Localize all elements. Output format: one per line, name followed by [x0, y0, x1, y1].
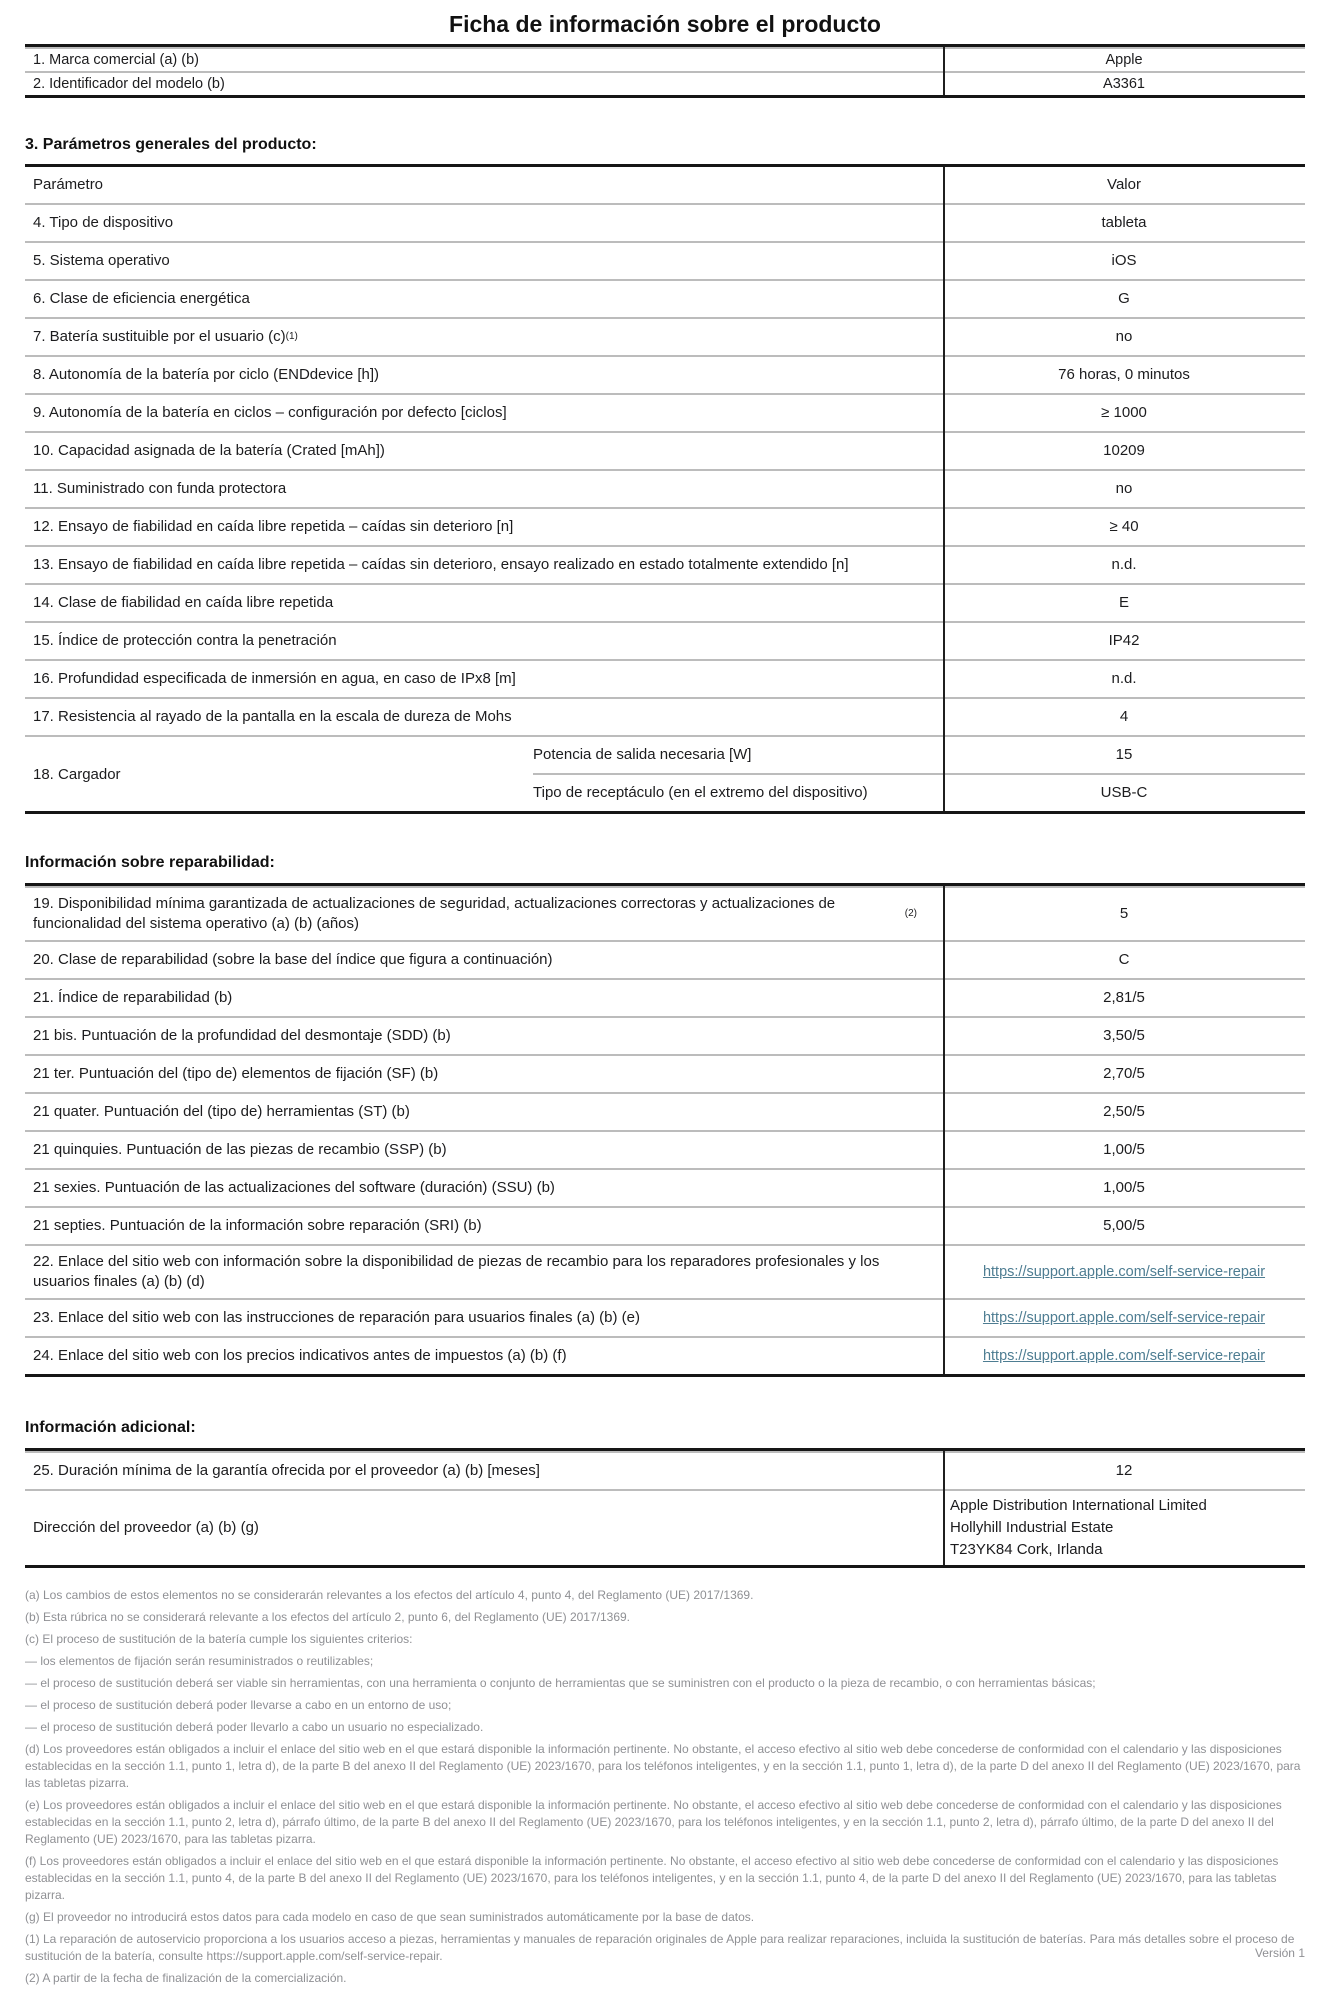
table-row [25, 621, 1305, 659]
row-label: 19. Disponibilidad mínima garantizada de actualizaciones de seguridad, actualizaciones correctoras y actualizaciones de funcionalidad del sistema operativo (a) (b) (años) (2) [33, 895, 917, 932]
charger-label: 18. Cargador [33, 765, 121, 783]
row-value [943, 1300, 1305, 1336]
repair-link[interactable]: https://support.apple.com/self-service-repair [982, 1264, 1266, 1280]
row-label: 22. Enlace del sitio web con información sobre la disponibilidad de piezas de recambio para los reparadores profesionales y los usuarios finales (a) (b) (d) [33, 1253, 880, 1290]
table-row [25, 241, 1305, 279]
table-row [25, 1168, 1305, 1206]
row-value: 1,00/5 [1103, 1141, 1145, 1158]
row-value: tableta [1101, 214, 1147, 231]
table-row [25, 393, 1305, 431]
table-row [25, 1298, 1305, 1336]
table-row [25, 431, 1305, 469]
table-row [25, 1092, 1305, 1130]
row-value: 2,70/5 [1103, 1065, 1145, 1082]
row-label: 21 ter. Puntuación del (tipo de) elementos de fijación (SF) (b) [33, 1065, 439, 1082]
identification-table [25, 44, 1305, 98]
product-info-sheet [25, 0, 1305, 1992]
row-label: 21 bis. Puntuación de la profundidad del desmontaje (SDD) (b) [33, 1027, 451, 1044]
row-value: no [1115, 480, 1133, 497]
row-value: G [1118, 290, 1130, 307]
row-value: A3361 [1103, 76, 1145, 92]
row-value: n.d. [1111, 670, 1137, 687]
address-lines [950, 1495, 1207, 1561]
row-value: USB-C [1100, 784, 1148, 801]
repair-link[interactable]: https://support.apple.com/self-service-repair [982, 1310, 1266, 1326]
row-label: Dirección del proveedor (a) (b) (g) [33, 1519, 259, 1536]
table-row [25, 886, 1305, 940]
table-row [25, 1206, 1305, 1244]
additional-info-table [25, 1448, 1305, 1568]
row-label: 24. Enlace del sitio web con los precios indicativos antes de impuestos (a) (b) (f) [33, 1347, 567, 1364]
row-label: 13. Ensayo de fiabilidad en caída libre repetida – caídas sin deterioro, ensayo realizado en estado totalmente extendido [n] [33, 556, 849, 573]
footnote: (e) Los proveedores están obligados a incluir el enlace del sitio web en el que estará disponible la información pertinente. No obstante, el acceso efectivo al sitio web debe concederse de conformidad con el calendario y las disposiciones establecidas en la sección 1.1, punto 2, letra d), párrafo último, de la parte B del anexo II del Reglamento (UE) 2023/1670, para los teléfonos inteligentes, y en la sección 1.1, punto 2, letra d), párrafo último, de la parte D del anexo II del Reglamento (UE) 2023/1670, para las tabletas pizarra. [25, 1798, 1282, 1846]
table-row [25, 1054, 1305, 1092]
address-line: Apple Distribution International Limited [950, 1497, 1207, 1514]
row-value: ≥ 1000 [1101, 404, 1147, 421]
row-value: 15 [1115, 746, 1133, 763]
row-label: 25. Duración mínima de la garantía ofrecida por el proveedor (a) (b) [meses] [33, 1462, 540, 1479]
row-value: 12 [1115, 1462, 1133, 1479]
row-label: 14. Clase de fiabilidad en caída libre repetida [33, 594, 334, 611]
row-value: Apple [1105, 52, 1143, 68]
row-label: 15. Índice de protección contra la penetración [33, 632, 337, 649]
general-parameters-table-body [25, 203, 1305, 811]
charger-subrow [533, 773, 1305, 811]
charger-row [25, 735, 1305, 811]
row-label: 20. Clase de reparabilidad (sobre la base del índice que figura a continuación) [33, 951, 553, 968]
table-row [25, 1244, 1305, 1298]
table-row [25, 545, 1305, 583]
general-parameters-table [25, 164, 1305, 814]
row-value: 76 horas, 0 minutos [1058, 366, 1190, 383]
repairability-table-body [25, 886, 1305, 1374]
row-label: 16. Profundidad especificada de inmersión en agua, en caso de IPx8 [m] [33, 670, 516, 687]
row-value: E [1118, 594, 1129, 611]
footnotes [25, 1587, 1305, 1987]
row-value: no [1115, 328, 1133, 345]
table-row [25, 659, 1305, 697]
version-label: Versión 1 [1254, 1946, 1305, 1960]
table-row [25, 469, 1305, 507]
table-row [25, 203, 1305, 241]
address-line: Hollyhill Industrial Estate [950, 1519, 1114, 1536]
footnote: (b) Esta rúbrica no se considerará relevante a los efectos del artículo 2, punto 6, del Reglamento (UE) 2017/1369. [25, 1610, 631, 1624]
page-title: Ficha de información sobre el producto [449, 11, 881, 37]
table-row [25, 1016, 1305, 1054]
identification-table-body [25, 47, 1305, 95]
row-value: C [1118, 951, 1130, 968]
row-label: 4. Tipo de dispositivo [33, 214, 174, 231]
value-column-header: Valor [1107, 176, 1141, 193]
row-label: 1. Marca comercial (a) (b) [33, 52, 199, 68]
row-value: IP42 [1108, 632, 1140, 649]
row-label: 21 septies. Puntuación de la información sobre reparación (SRI) (b) [33, 1217, 482, 1234]
table-row [25, 1336, 1305, 1374]
row-value: 1,00/5 [1103, 1179, 1145, 1196]
row-label: 21 sexies. Puntuación de las actualizaciones del software (duración) (SSU) (b) [33, 1179, 555, 1196]
row-label: 2. Identificador del modelo (b) [33, 76, 225, 92]
table-row [25, 279, 1305, 317]
row-label: 8. Autonomía de la batería por ciclo (ENDdevice [h]) [33, 366, 380, 383]
row-value [943, 1246, 1305, 1298]
row-label: Potencia de salida necesaria [W] [533, 746, 752, 763]
row-value: 5,00/5 [1103, 1217, 1145, 1234]
footnote: (2) A partir de la fecha de finalización de la comercialización. [25, 1971, 347, 1985]
table-row [25, 978, 1305, 1016]
table-row [25, 355, 1305, 393]
row-label: 5. Sistema operativo [33, 252, 170, 269]
footnote: (a) Los cambios de estos elementos no se considerarán relevantes a los efectos del artículo 4, punto 4, del Reglamento (UE) 2017/1369. [25, 1588, 754, 1602]
footnote: — los elementos de fijación serán resuministrados o reutilizables; [25, 1654, 374, 1668]
footnote: — el proceso de sustitución deberá poder llevarse a cabo en un entorno de uso; [25, 1698, 452, 1712]
footnote: — el proceso de sustitución deberá poder llevarlo a cabo un usuario no especializado. [25, 1720, 484, 1734]
row-label: 21. Índice de reparabilidad (b) [33, 989, 233, 1006]
row-label: Tipo de receptáculo (en el extremo del dispositivo) [533, 784, 868, 801]
row-value [943, 1338, 1305, 1374]
row-value: 5 [1119, 905, 1129, 922]
column-divider [943, 1451, 945, 1565]
general-parameters-heading: 3. Parámetros generales del producto: [25, 136, 317, 153]
additional-info-heading: Información adicional: [25, 1419, 196, 1436]
parameter-column-header: Parámetro [33, 176, 104, 193]
row-label: 12. Ensayo de fiabilidad en caída libre repetida – caídas sin deterioro [n] [33, 518, 514, 535]
row-label: 23. Enlace del sitio web con las instrucciones de reparación para usuarios finales (a) (b) (e) [33, 1309, 640, 1326]
table-row [25, 697, 1305, 735]
row-value [943, 1491, 1305, 1565]
row-label: 6. Clase de eficiencia energética [33, 290, 250, 307]
footnote: (f) Los proveedores están obligados a incluir el enlace del sitio web en el que estará disponible la información pertinente. No obstante, el acceso efectivo al sitio web debe concederse de conformidad con el calendario y las disposiciones establecidas en la sección 1.1, punto 4, de la parte B del anexo II del Reglamento (UE) 2023/1670, para los teléfonos inteligentes, y en la sección 1.1, punto 4, de la parte D del anexo II del Reglamento (UE) 2023/1670, para las tabletas pizarra. [25, 1854, 1279, 1902]
row-value: 10209 [1103, 442, 1145, 459]
row-label: 9. Autonomía de la batería en ciclos – configuración por defecto [ciclos] [33, 404, 507, 421]
row-value: 2,81/5 [1103, 989, 1145, 1006]
row-value: ≥ 40 [1109, 518, 1139, 535]
column-divider [943, 47, 945, 95]
row-value: 2,50/5 [1103, 1103, 1145, 1120]
table-header-row [25, 167, 1305, 203]
row-label: 7. Batería sustituible por el usuario (c) (1) [33, 328, 298, 345]
footnote: (g) El proveedor no introducirá estos datos para cada modelo en caso de que sean suministrados automáticamente por la base de datos. [25, 1910, 755, 1924]
row-value: n.d. [1111, 556, 1137, 573]
row-value: 4 [1119, 708, 1129, 725]
table-row [25, 71, 1305, 95]
additional-info-table-body [25, 1451, 1305, 1565]
footnote: (1) La reparación de autoservicio proporciona a los usuarios acceso a piezas, herramientas y manuales de reparación originales de Apple para realizar reparaciones, incluida la sustitución de baterías. Para más detalles sobre el proceso de sustitución de la batería, consulte https://support.apple.com/self-service-repair. [25, 1932, 1295, 1963]
column-divider [943, 167, 945, 811]
charger-subrow [533, 737, 1305, 773]
repairability-heading: Información sobre reparabilidad: [25, 854, 275, 871]
footnote: — el proceso de sustitución deberá ser viable sin herramientas, con una herramienta o conjunto de herramientas que se suministren con el producto o la pieza de recambio, o con herramientas básicas; [25, 1676, 1096, 1690]
table-row [25, 317, 1305, 355]
table-row [25, 583, 1305, 621]
column-divider [943, 886, 945, 1374]
footnote: (d) Los proveedores están obligados a incluir el enlace del sitio web en el que estará disponible la información pertinente. No obstante, el acceso efectivo al sitio web debe concederse de conformidad con el calendario y las disposiciones establecidas en la sección 1.1, punto 1, letra d), de la parte B del anexo II del Reglamento (UE) 2023/1670, para los teléfonos inteligentes, y en la sección 1.1, punto 1, letra d), de la parte D del anexo II del Reglamento (UE) 2023/1670, para las tabletas pizarra. [25, 1742, 1301, 1790]
row-label: 21 quinquies. Puntuación de las piezas de recambio (SSP) (b) [33, 1141, 447, 1158]
table-row [25, 940, 1305, 978]
table-row [25, 1451, 1305, 1489]
row-value: iOS [1111, 252, 1137, 269]
repair-link[interactable]: https://support.apple.com/self-service-repair [982, 1348, 1266, 1364]
footnote: (c) El proceso de sustitución de la batería cumple los siguientes criterios: [25, 1632, 413, 1646]
table-row [25, 47, 1305, 71]
row-label: 17. Resistencia al rayado de la pantalla en la escala de dureza de Mohs [33, 708, 512, 725]
table-row [25, 1130, 1305, 1168]
repairability-table [25, 883, 1305, 1377]
row-label: 10. Capacidad asignada de la batería (Crated [mAh]) [33, 442, 385, 459]
table-row [25, 1489, 1305, 1565]
row-label: 11. Suministrado con funda protectora [33, 480, 287, 497]
row-value: 3,50/5 [1103, 1027, 1145, 1044]
charger-subrows [533, 737, 1305, 811]
address-line: T23YK84 Cork, Irlanda [950, 1541, 1103, 1558]
table-row [25, 507, 1305, 545]
row-label: 21 quater. Puntuación del (tipo de) herramientas (ST) (b) [33, 1103, 410, 1120]
